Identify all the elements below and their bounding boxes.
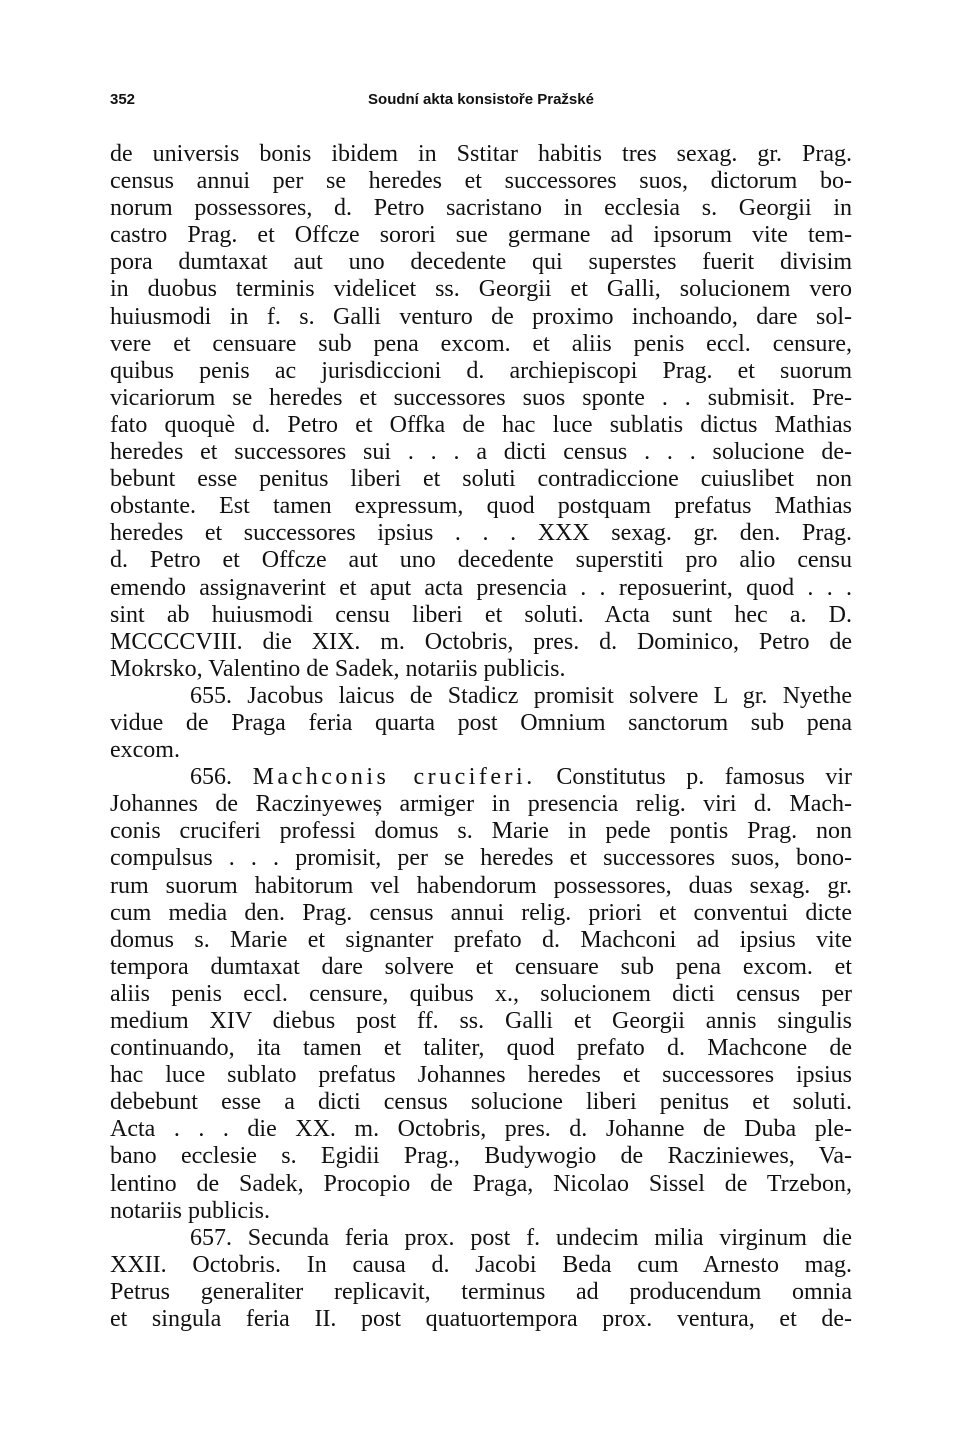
text-line: vicariorum se heredes et successores suos sponte . . submisit. Pre- <box>110 384 852 411</box>
text-line: heredes et successores sui . . . a dicti census . . . solucione de- <box>110 439 852 466</box>
entry-number: 656. <box>190 764 232 791</box>
text-line: vere et censuare sub pena excom. et aliis penis eccl. censure, <box>110 330 852 357</box>
text-line: de universis bonis ibidem in Sstitar habitis tres sexag. gr. Prag. <box>110 141 852 167</box>
text-line: Acta . . . die XX. m. Octobris, pres. d. Johanne de Duba ple- <box>110 1116 852 1143</box>
page-number: 352 <box>110 91 136 108</box>
text-line: emendo assignaverint et aput acta presencia . . reposuerint, quod . . . <box>110 574 852 601</box>
text-line: compulsus . . . promisit, per se heredes et successores suos, bono- <box>110 845 852 872</box>
text-line: lentino de Sadek, Procopio de Praga, Nicolao Sissel de Trzebon, <box>110 1170 852 1197</box>
page-header <box>110 91 852 115</box>
text-line: XXII. Octobris. In causa d. Jacobi Beda cum Arnesto mag. <box>110 1251 852 1278</box>
entry-text: Constitutus p. famosus vir <box>556 764 853 791</box>
text-line: continuando, ita tamen et taliter, quod prefato d. Machcone de <box>110 1035 852 1062</box>
text-line: aliis penis eccl. censure, quibus x., solucionem dicti census per <box>110 980 852 1007</box>
text-line: Johannes de Raczinyeweș armiger in presencia relig. viri d. Mach- <box>110 791 852 818</box>
text-line: norum possessores, d. Petro sacristano in ecclesia s. Georgii in <box>110 195 852 222</box>
text-line: tempora dumtaxat dare solvere et censuare sub pena excom. et <box>110 953 852 980</box>
text-line: rum suorum habitorum vel habendorum possessores, duas sexag. gr. <box>110 872 852 899</box>
text-line: Petrus generaliter replicavit, terminus ad producendum omnia <box>110 1278 852 1305</box>
text-line: sint ab huiusmodi censu liberi et soluti. Acta sunt hec a. D. <box>110 601 852 628</box>
body-text <box>110 141 852 1333</box>
text-line: hac luce sublato prefatus Johannes heredes et successores ipsius <box>110 1062 852 1089</box>
text-line: heredes et successores ipsius . . . XXX sexag. gr. den. Prag. <box>110 520 852 547</box>
text-line: et singula feria II. post quatuortempora prox. ventura, et de- <box>110 1306 852 1333</box>
entry-657-start: 657. Secunda feria prox. post f. undecim milia virginum die <box>190 1224 852 1251</box>
text-line: MCCCCVIII. die XIX. m. Octobris, pres. d. Dominico, Petro de <box>110 628 852 655</box>
text-line: huiusmodi in f. s. Galli venturo de proximo inchoando, dare sol- <box>110 303 852 330</box>
text-line: bano ecclesie s. Egidii Prag., Budywogio de Racziniewes, Va- <box>110 1143 852 1170</box>
text-line: castro Prag. et Offcze sorori sue germane ad ipsorum vite tem- <box>110 222 852 249</box>
entry-656-start <box>110 764 852 791</box>
text-line: medium XIV diebus post ff. ss. Galli et Georgii annis singulis <box>110 1008 852 1034</box>
entry-655-start: 655. Jacobus laicus de Stadicz promisit solvere L gr. Nyethe <box>190 682 852 709</box>
text-line: census annui per se heredes et successores suos, dictorum bo- <box>110 168 852 195</box>
text-line: conis cruciferi professi domus s. Marie in pede pontis Prag. non <box>110 818 852 845</box>
text-line: d. Petro et Offcze aut uno decedente superstiti pro alio censu <box>110 547 852 574</box>
text-line: cum media den. Prag. census annui relig. priori et conventui dicte <box>110 899 852 926</box>
text-line: notariis publicis. <box>110 1197 270 1224</box>
text-line: debebunt esse a dicti census solucione liberi penitus et soluti. <box>110 1089 852 1116</box>
text-line: bebunt esse penitus liberi et soluti contradiccione cuiuslibet non <box>110 466 852 493</box>
text-line: excom. <box>110 737 180 764</box>
text-line: vidue de Praga feria quarta post Omnium sanctorum sub pena <box>110 709 852 736</box>
text-line: fato quoquè d. Petro et Offka de hac luce sublatis dictus Mathias <box>110 411 852 438</box>
text-line: in duobus terminis videlicet ss. Georgii et Galli, solucionem vero <box>110 276 852 303</box>
text-line: obstante. Est tamen expressum, quod postquam prefatus Mathias <box>110 493 852 520</box>
running-title: Soudní akta konsistoře Pražské <box>368 91 594 108</box>
text-line: quibus penis ac jurisdiccioni d. archiepiscopi Prag. et suorum <box>110 357 852 384</box>
text-line: pora dumtaxat aut uno decedente qui superstes fuerit divisim <box>110 249 852 276</box>
entry-heading: Machconis cruciferi. <box>252 764 536 791</box>
text-line: domus s. Marie et signanter prefato d. Machconi ad ipsius vite <box>110 926 852 953</box>
text-line: Mokrsko, Valentino de Sadek, notariis publicis. <box>110 655 566 682</box>
